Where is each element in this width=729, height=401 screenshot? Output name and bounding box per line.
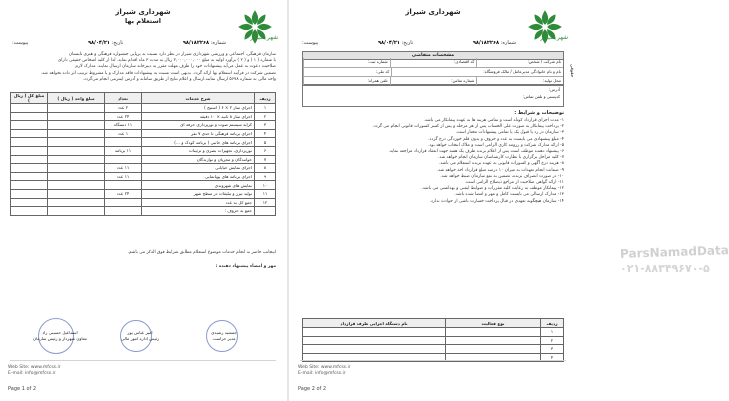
row-index: ۴ bbox=[255, 129, 276, 138]
service-description: اجرای ساز ۸ ثانیه × ۱۰ دقیقه bbox=[142, 112, 255, 121]
service-description: اجرای برنامه های پویانمایی bbox=[142, 172, 255, 181]
row-index: ۲ bbox=[541, 336, 564, 345]
org-name: شهرداری شیراز bbox=[405, 8, 461, 16]
footer-website[interactable]: Web Site: www.mfcss.ir bbox=[298, 365, 351, 370]
postal-field[interactable]: کدپستی و تلفن تماس: bbox=[522, 94, 560, 99]
quantity: ۱ عدد bbox=[105, 129, 142, 138]
quantity bbox=[105, 181, 142, 190]
row-index: ۹ bbox=[255, 172, 276, 181]
service-description: تولید تیزر و تبلیغات در سطح شهر bbox=[142, 189, 255, 198]
table-row bbox=[11, 112, 276, 121]
table-row bbox=[11, 198, 276, 207]
quantity: ۲۴ عدد bbox=[105, 112, 142, 121]
table-row bbox=[11, 181, 276, 190]
price-cell[interactable] bbox=[11, 198, 48, 207]
quantity bbox=[105, 155, 142, 164]
letter-date: تاریخ: ۹۸/۰۴/۲۱ bbox=[87, 40, 124, 46]
table-row bbox=[303, 345, 564, 354]
condition-item: ۱۲- پیمانکار موظف به رعایت کلیه مقررات و ضوابط ایمنی و بهداشتی می باشد. bbox=[421, 186, 564, 192]
row-index: ۵ bbox=[255, 138, 276, 147]
applicant-box-title: مشخصات متقاضی bbox=[302, 51, 564, 60]
address-box bbox=[302, 85, 564, 107]
table-row bbox=[11, 146, 276, 155]
price-cell[interactable] bbox=[48, 138, 105, 147]
page-number: Page 2 of 2 bbox=[298, 386, 327, 392]
footer-email[interactable]: E-mail: info@mfcss.ir bbox=[298, 371, 346, 376]
letter-number: شماره: ۹۸/۱۸۲۲۶۸ bbox=[472, 40, 516, 46]
table-row bbox=[11, 207, 276, 216]
row-index: ۱۲ bbox=[255, 198, 276, 207]
letter-number: شماره: ۹۸/۱۸۲۲۶۸ bbox=[182, 40, 226, 46]
row-index: ۱ bbox=[255, 104, 276, 113]
price-cell[interactable] bbox=[48, 121, 105, 130]
service-description: نمایش های شهروندی bbox=[142, 181, 255, 190]
page-2 bbox=[290, 0, 729, 401]
footer-email[interactable]: E-mail: info@mfcss.ir bbox=[8, 371, 56, 376]
table-row bbox=[11, 129, 276, 138]
service-description: اجرای برنامه فرهنگی تا حدی ۷ نفر bbox=[142, 129, 255, 138]
service-description: اجرای برنامه های جانبی ( برنامه کودک و …) bbox=[142, 138, 255, 147]
condition-item: ۱۰- در صورت انصراف برنده، تضمین به نفع سازمان ضبط خواهد شد. bbox=[440, 173, 564, 179]
price-cell[interactable] bbox=[48, 181, 105, 190]
info-row: محل تولید: شماره تماس: تلفن همراه: bbox=[303, 77, 563, 86]
signature-block-1: اسماعیل حسینی راد معاون شهردار و رئیس سازمان bbox=[33, 330, 87, 341]
row-index: ۳ bbox=[541, 345, 564, 354]
price-cell[interactable] bbox=[11, 129, 48, 138]
row-index: ۱۱ bbox=[255, 189, 276, 198]
quantity: ۲ عدد bbox=[105, 104, 142, 113]
price-cell[interactable] bbox=[11, 207, 48, 216]
price-cell[interactable] bbox=[11, 138, 48, 147]
price-cell[interactable] bbox=[48, 146, 105, 155]
letter-attachment: پیوست: bbox=[302, 40, 319, 46]
service-description: نورپردازی، تجهیزات بصری و تزئینات bbox=[142, 146, 255, 155]
price-cell[interactable] bbox=[11, 189, 48, 198]
page-number: Page 1 of 2 bbox=[8, 386, 37, 392]
experience-cell[interactable] bbox=[446, 345, 541, 354]
page-footer bbox=[8, 365, 61, 377]
table-row bbox=[11, 138, 276, 147]
intro-paragraph: سازمان فرهنگی، اجتماعی و ورزشی شهرداری شیراز در نظر دارد نسبت به برپایی جشنواره فرهنگی و هنری تابستان با شماره ( ۱ ) و ( ۲ ) برآورد اولیه به مبلغ ۲,۰۰۰,۰۰۰,۰۰۰ ریال به مدت ۳ ماه اقدام نماید. لذا از کلیه اشخاص حقیقی دارای صلاحیت دعوت به عمل می‌آید پیشنهادات خود را ظرف مهلت مقرر به دبیرخانه سازمان ارسال نمایند. مدارک لازم تضمین شرکت در فرآیند استعلام بها ارائه گردد. بدیهی است نسبت به پیشنهادات فاقد مدارک و یا مشروط ترتیب اثر داده نخواهد شد. واحد مالی به شماره ۵۶۷۸ ارسال نمایند.ارسال و اعلام نتایج از طریق سامانه و آدرس اینترنتی انجام می‌گردد. bbox=[40, 52, 276, 82]
experience-table bbox=[302, 318, 564, 362]
logo-text: شهر شیراز bbox=[540, 34, 568, 41]
row-index: ۸ bbox=[255, 164, 276, 173]
price-cell[interactable] bbox=[11, 104, 48, 113]
quantity: ۱۱ دستگاه bbox=[105, 121, 142, 130]
table-header-row: ردیف نوع فعالیت نام دستگاه اجرایی طرف قرارداد bbox=[303, 319, 564, 328]
condition-item: ۷- کلیه مراحل برگزاری با نظارت کارشناسان سازمان انجام خواهد شد. bbox=[437, 155, 564, 161]
service-description: اجرای ساز ۲ × ۶ ( استیج ) bbox=[142, 104, 255, 113]
row-index: ۳ bbox=[255, 121, 276, 130]
price-cell[interactable] bbox=[11, 164, 48, 173]
address-field[interactable]: آدرس: bbox=[548, 87, 560, 92]
row-index: ۱۰ bbox=[255, 181, 276, 190]
service-description: جمع کل به عدد bbox=[142, 198, 255, 207]
document-title: استعلام بها bbox=[124, 17, 162, 25]
quantity: ۱۱ عدد bbox=[105, 172, 142, 181]
table-row bbox=[11, 104, 276, 113]
quantity: ۱۱ عدد bbox=[105, 164, 142, 173]
table-row bbox=[11, 121, 276, 130]
condition-item: ۸- هزینه درج آگهی و کسورات قانونی به عهده برنده استعلام می باشد. bbox=[438, 161, 564, 167]
conditions-list bbox=[302, 118, 564, 205]
legal-side-label: حقوقی bbox=[569, 64, 574, 78]
quantity bbox=[105, 138, 142, 147]
closing-text: اینجانب حاضر به انجام خدمات موضوع استعلام مطابق شرایط فوق الذکر می باشم. bbox=[127, 250, 276, 255]
watermark-phone: ۰۲۱-۸۸۳۴۹۶۷۰-۵ bbox=[620, 262, 710, 275]
price-cell[interactable] bbox=[11, 146, 48, 155]
row-index: ۲ bbox=[255, 112, 276, 121]
applicant-info-grid bbox=[302, 58, 564, 85]
letter-meta bbox=[12, 40, 226, 46]
price-cell[interactable] bbox=[48, 198, 105, 207]
conditions-heading: توضیحات و شرایط : bbox=[514, 110, 564, 116]
experience-cell[interactable] bbox=[303, 336, 446, 345]
experience-cell[interactable] bbox=[303, 328, 446, 337]
price-cell[interactable] bbox=[48, 155, 105, 164]
experience-cell[interactable] bbox=[446, 328, 541, 337]
org-name: شهرداری شیراز bbox=[115, 8, 171, 16]
row-index bbox=[255, 207, 276, 216]
table-row bbox=[11, 189, 276, 198]
signature-hint: مهر و امضاء پیشنهاد دهنده : bbox=[215, 264, 276, 269]
price-cell[interactable] bbox=[48, 172, 105, 181]
page-footer bbox=[298, 365, 351, 377]
condition-item: ۵- ارائه مدارک شرکت و رزومه کاری الزامی است و ملاک انتخاب خواهد بود. bbox=[427, 142, 564, 148]
quantity bbox=[105, 207, 142, 216]
service-description: خوانندگان و مجریان و نوازندگان bbox=[142, 155, 255, 164]
price-cell[interactable] bbox=[11, 155, 48, 164]
service-description: اجرای نمایش خیابانی bbox=[142, 164, 255, 173]
service-description: کرایه سیستم صوت و نورپردازی حرفه ای bbox=[142, 121, 255, 130]
condition-item: ۱۴- سازمان هیچگونه تعهدی در قبال پرداخت خسارت ناشی از حوادث ندارد. bbox=[429, 198, 564, 204]
experience-cell[interactable] bbox=[303, 345, 446, 354]
info-row: نام شرکت / شخص: کد اقتصادی: شماره ثبت: bbox=[303, 58, 563, 68]
experience-cell[interactable] bbox=[446, 336, 541, 345]
price-cell[interactable] bbox=[11, 181, 48, 190]
row-index: ۷ bbox=[255, 155, 276, 164]
logo-text: شهر شیراز bbox=[250, 34, 278, 41]
info-row: نام و نام خانوادگی مدیرعامل / مالک فروشگاه: کد ملی: bbox=[303, 68, 563, 78]
table-row bbox=[11, 155, 276, 164]
price-cell[interactable] bbox=[48, 189, 105, 198]
condition-item: ۲- پرداخت پیمانکار به صورت علی الحساب پس از هر مرحله و پس از کسر کسورات قانونی انجام می گردد. bbox=[372, 124, 564, 130]
price-cell[interactable] bbox=[48, 129, 105, 138]
condition-item: ۱- مدت اجرای قرارداد کوتاه است و تمامی هزینه ها به عهده پیمانکار می باشد. bbox=[423, 118, 564, 123]
row-index: ۶ bbox=[255, 146, 276, 155]
watermark: ParsNamadData bbox=[619, 243, 729, 261]
quantity: ۲۴ عدد bbox=[105, 189, 142, 198]
quantity: ۱۱ برنامه bbox=[105, 146, 142, 155]
footer-divider bbox=[10, 360, 276, 361]
signature-block-2: امیر عباس پور رئیس اداره امور مالی bbox=[120, 330, 160, 341]
price-cell[interactable] bbox=[48, 112, 105, 121]
letter-meta bbox=[302, 40, 516, 46]
price-cell[interactable] bbox=[11, 121, 48, 130]
table-row bbox=[303, 336, 564, 345]
row-index: ۱ bbox=[541, 328, 564, 337]
letter-date: تاریخ: ۹۸/۰۴/۲۱ bbox=[377, 40, 414, 46]
table-row bbox=[11, 164, 276, 173]
table-row bbox=[303, 328, 564, 337]
services-table bbox=[10, 92, 276, 216]
price-cell[interactable] bbox=[48, 104, 105, 113]
service-description: جمع به حروف : bbox=[142, 207, 255, 216]
condition-item: ۳- سازمان در رد یا قبول یک یا تمامی پیشنهادات مختار است. bbox=[455, 130, 564, 136]
condition-item: ۱۳- مدارک ارسالی می بایست کامل و مهر و امضا شده باشد. bbox=[454, 192, 564, 198]
footer-divider bbox=[300, 360, 566, 361]
condition-item: ۶- پیشنهاد دهنده موظف است پس از اعلام برنده ظرف یک هفته جهت انعقاد قرارداد مراجعه نماید. bbox=[388, 149, 564, 155]
price-cell[interactable] bbox=[48, 207, 105, 216]
price-cell[interactable] bbox=[11, 172, 48, 181]
page-divider bbox=[287, 0, 289, 401]
signature-block-3: جمشید رشیدی مدیر حراست bbox=[211, 330, 237, 341]
table-row bbox=[11, 172, 276, 181]
page-1 bbox=[0, 0, 286, 401]
quantity bbox=[105, 198, 142, 207]
condition-item: ۴- مبلغ پیشنهادی می بایست به عدد و حروف و بدون قلم خوردگی درج گردد. bbox=[428, 136, 564, 142]
price-cell[interactable] bbox=[48, 164, 105, 173]
condition-item: ۹- ضمانت انجام تعهدات به میزان ۱۰ درصد مبلغ قرارداد اخذ خواهد شد. bbox=[436, 167, 564, 173]
row-index: ۴ bbox=[541, 353, 564, 362]
condition-item: ۱۱- ارائه گواهی صلاحیت از مراجع ذیصلاح الزامی است. bbox=[464, 180, 564, 186]
price-cell[interactable] bbox=[11, 112, 48, 121]
letter-attachment: پیوست: bbox=[12, 40, 29, 46]
table-header-row: ردیف شرح خدمات تعداد مبلغ واحد ( ریال ) مبلغ کل ( ریال ) bbox=[11, 93, 276, 104]
footer-website[interactable]: Web Site: www.mfcss.ir bbox=[8, 365, 61, 370]
